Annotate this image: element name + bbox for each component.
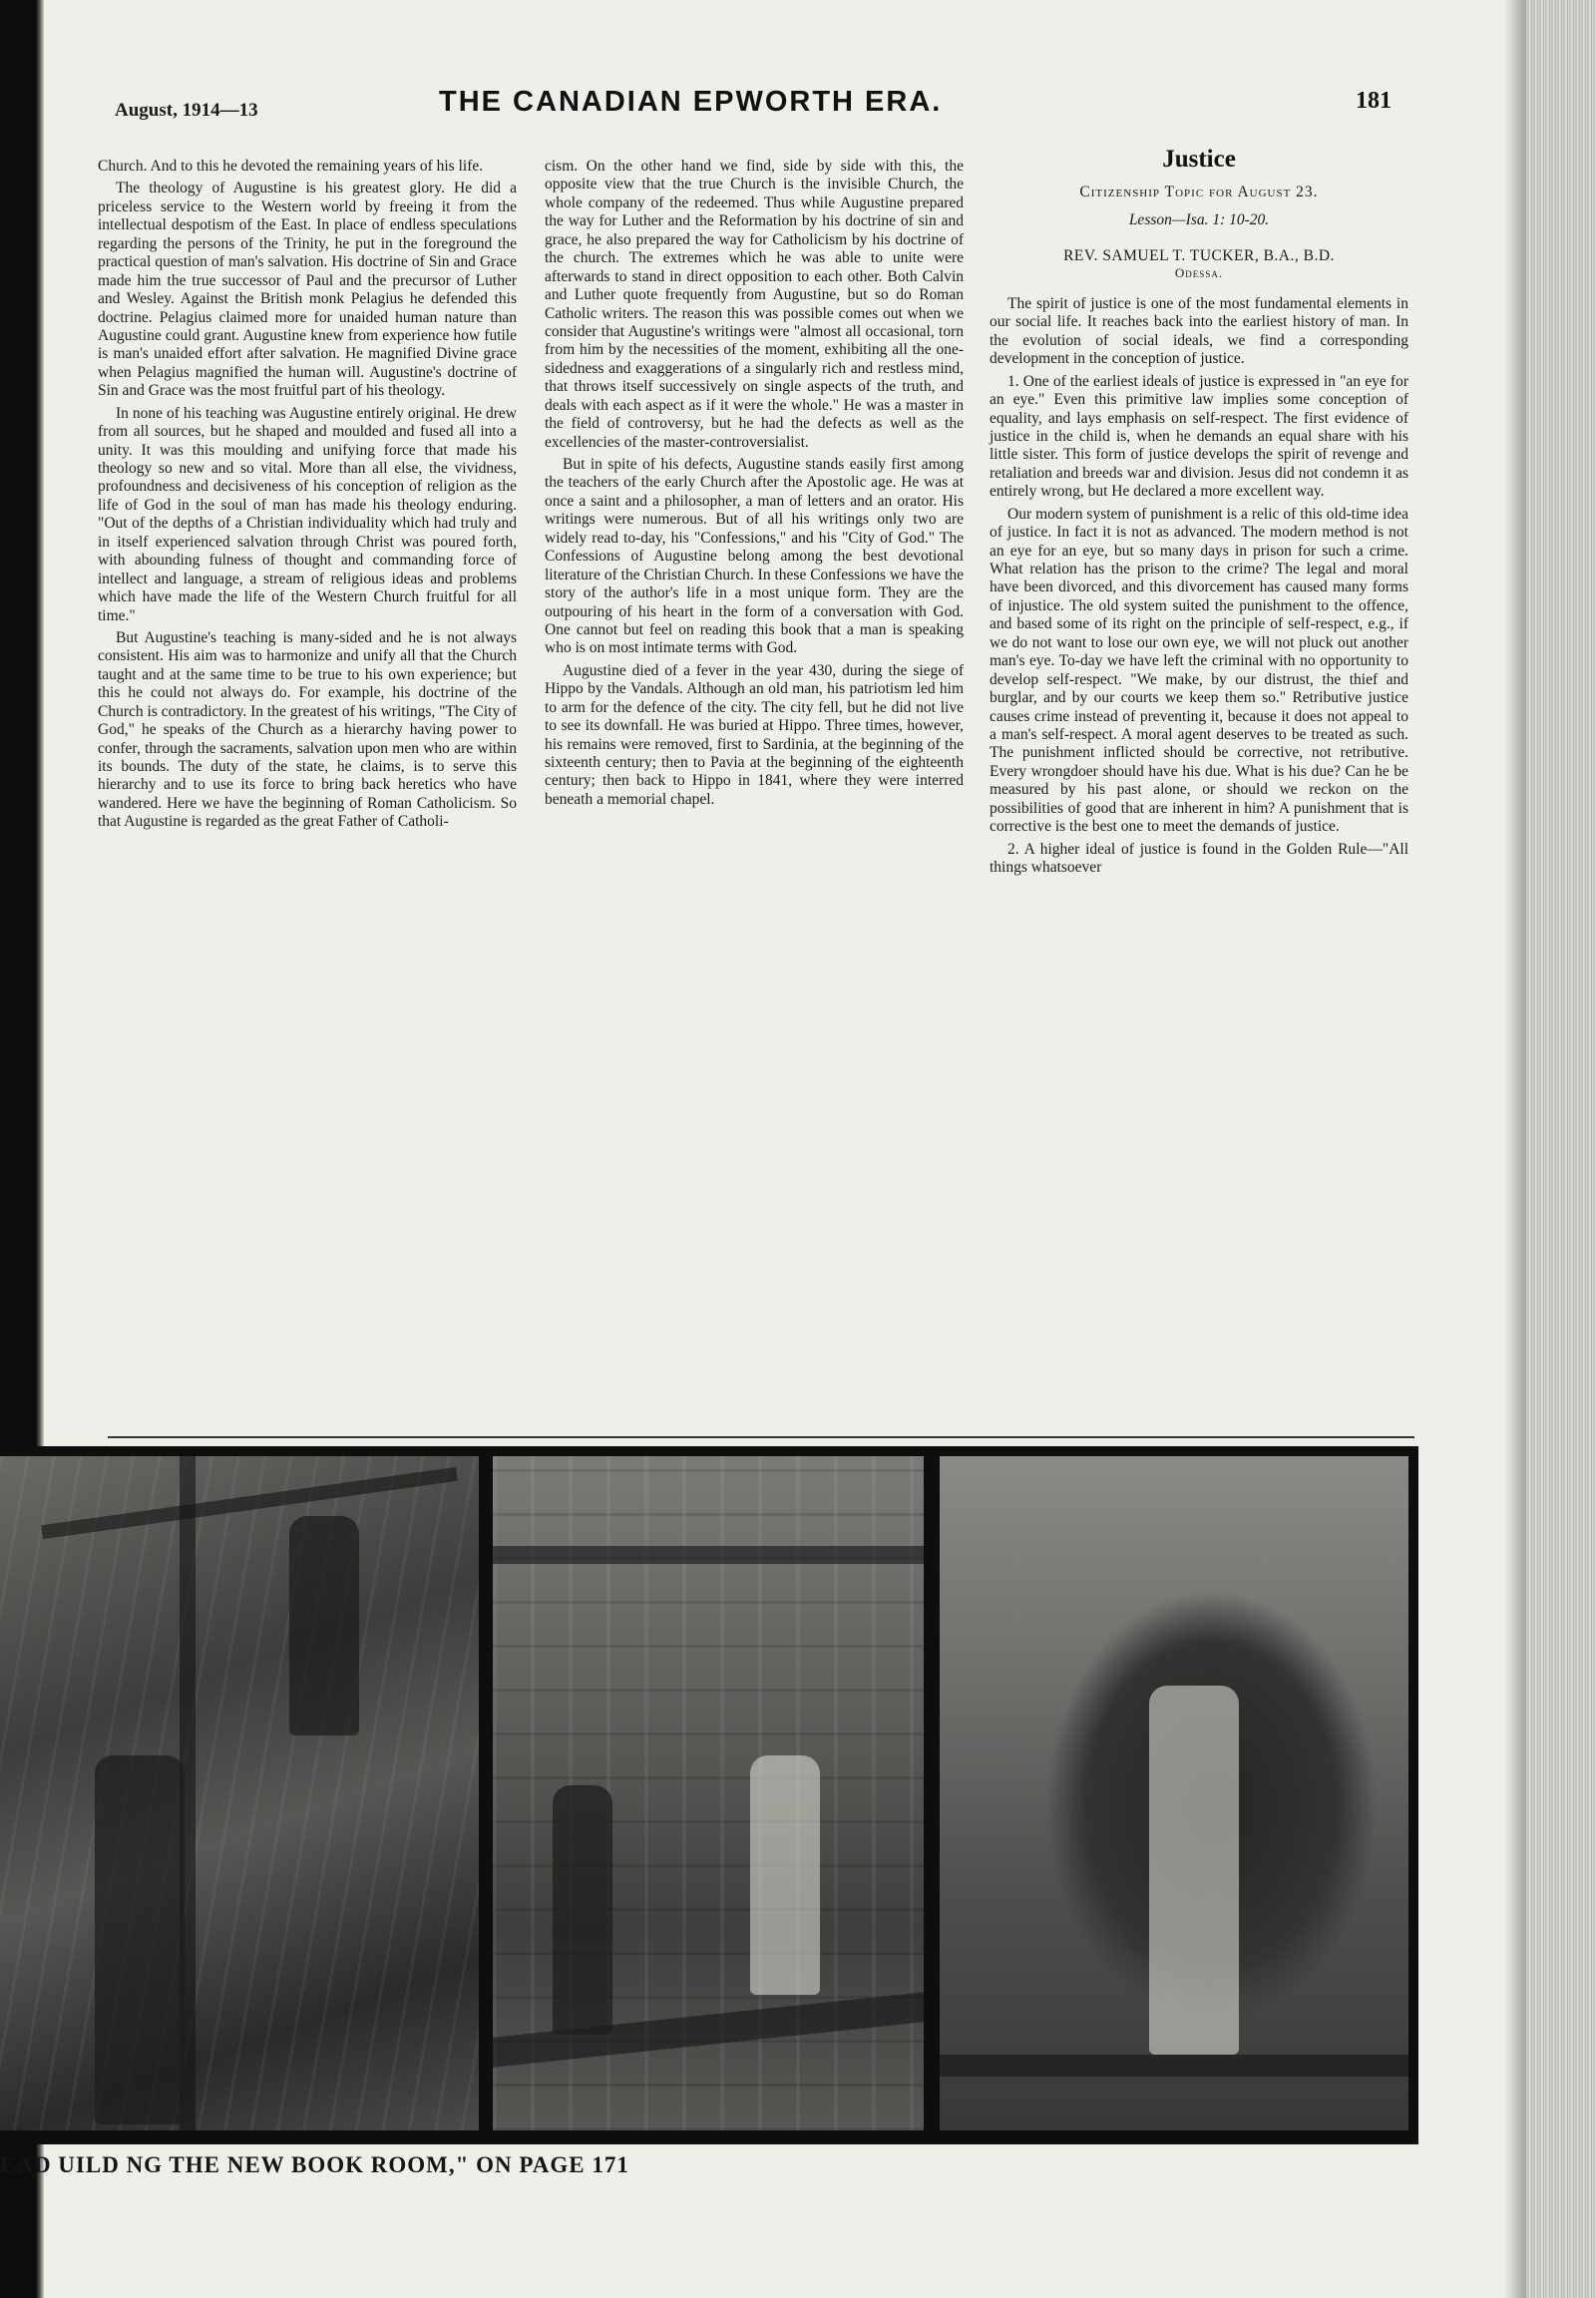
paragraph: But Augustine's teaching is many-sided and he is not always consistent. His aim was to harmonize and unify all that the Church taught and at the same time to be true to his own experience; but this he could not always do. For example, his doctrine of the Church is contradictory. In the greatest of his writings, "The City of God," he speaks of the Church as a hierarchy having power to confer, through the sacraments, salvation upon men who are within its bounds. The duty of the state, he claims, is to serve this hierarchy and to use its force to bring back heretics who have wandered. Here we have the beginning of Roman Catholicism. So that Augustine is regarded as the great Father of Catholi- xyxy=(98,628,517,831)
steel-beam xyxy=(41,1467,458,1539)
masthead: THE CANADIAN EPWORTH ERA. xyxy=(439,86,943,118)
paragraph: The theology of Augustine is his greatest glory. He did a priceless service to the Western world by freeing it from the intellectual despotism of the East. In place of endless speculations regarding the persons of the Trinity, he put in the foreground the practical question of man's salvation. His doctrine of Sin and Grace made him the true successor of Paul and the precursor of Luther and Wesley. Against the British monk Pelagius he defended this doctrine. Pelagius claimed more for unaided human nature than Augustine could grant. Augustine knew from experience how futile is man's unaided effort after salvation. He magnified Divine grace when Pelagius magnified the human will. Augustine's doctrine of Sin and Grace was the most fruitful part of his theology. xyxy=(98,180,517,400)
paragraph: In none of his teaching was Augustine entirely original. He drew from all sources, but he shaped and moulded and fused all into a unity. It was this moulding and unifying force that made his theology so new and so vital. More than all else, the vividness, profoundness and decisiveness of his conception of religion as the life of God in the soul of man has made his theology enduring. "Out of the depths of a Christian individuality which had truly and in itself experienced salvation through Christ was poured forth, with abounding fulness of thought and commanding force of intellect and language, a stream of religious ideas and problems which have made the life of the Western Church fruitful for all time." xyxy=(98,404,517,624)
article-author: REV. SAMUEL T. TUCKER, B.A., B.D. xyxy=(1063,247,1335,265)
paragraph: But in spite of his defects, Augustine stands easily first among the teachers of the early Church after the Apostolic age. He was at once a saint and a philosopher, a man of letters and an orator. His writings were numerous. But of all his writings only two are widely read to-day, his "Confessions," and his "City of God." The Confessions of Augustine belong among the best devotional literature of the Christian Church. In these Confessions we have the story of the author's life in a most unique form. They are the outpouring of his heart in the form of a conversation with God. One cannot but feel on reading this book that a man is speaking who is on most intimate terms with God. xyxy=(545,456,964,657)
steel-beam xyxy=(493,1546,924,1564)
man-standing-figure xyxy=(1149,1686,1239,2055)
running-header xyxy=(115,86,1392,126)
article-topic: Citizenship Topic for August 23. xyxy=(1079,184,1319,200)
worker-figure xyxy=(750,1755,820,1995)
paragraph: 1. One of the earliest ideals of justice is expressed in "an eye for an eye." Even this primitive law implies some conception of equality, and lays emphasis on self-respect. The first evidence of justice in the child is, when he demands an equal share with his little sister. This form of justice develops the spirit of revenge and retaliation and breeds war and division. Jesus did not condemn it as entirely wrong, but He declared a more excellent way. xyxy=(990,372,1408,501)
photo-caption: EAD UILD NG THE NEW BOOK ROOM," ON PAGE 171 xyxy=(0,2152,629,2177)
article-title: Justice xyxy=(1162,146,1236,173)
steel-girder xyxy=(940,2055,1408,2077)
photo-steel-frame xyxy=(493,1456,924,2130)
photo-boiler-drum xyxy=(940,1456,1408,2130)
paragraph: Our modern system of punishment is a relic of this old-time idea of justice. In fact it is not as advanced. The modern method is not an eye for an eye, but so many days in prison for such a crime. What relation has the prison to the crime? The legal and moral have been divorced, and this divorcement has caused many forms of injustice. The old system suited the punishment to the offence, and based some of its right on the principle of self-respect, e.g., if we do not want to lose our own eye, we will not pluck out another man's eye. To-day we have left the criminal with no opportunity to develop self-respect. "We make, by our distrust, the thief and burglar, and by our courts we keep them so." Retributive justice causes crime instead of preventing it, because it does not appeal to a man's self-respect. A moral agent deserves to be treated as such. The punishment inflicted should be corrective, not retributive. Every wrongdoer should have his due. What is his due? Can he be measured by his past alone, or should we reckon on the possibilities of good that are inherent in him? A punishment that is corrective is the best one to meet the demands of justice. xyxy=(990,505,1408,836)
column-justice xyxy=(990,146,1408,881)
column-augustine-1 xyxy=(98,158,517,836)
section-divider xyxy=(108,1436,1414,1438)
worker-figure xyxy=(289,1516,359,1735)
issue-date: August, 1914—13 xyxy=(115,100,258,121)
worker-figure xyxy=(95,1755,185,2124)
paragraph: 2. A higher ideal of justice is found in the Golden Rule—"All things whatsoever xyxy=(990,840,1408,877)
paragraph: cism. On the other hand we find, side by side with this, the opposite view that the true Church is the invisible Church, the whole company of the redeemed. Thus while Augustine prepared the way for Luther and the Reformation by his doctrine of sin and grace, he also prepared the way for Catholicism by his doctrine of the church. The extremes which he was able to unite were afterwards to stand in direct opposition to each other. Both Calvin and Luther quote frequently from Augustine, but so do Roman Catholic writers. The reason this was possible comes out when we consider that Augustine's writings were "almost all occasional, torn from him by the necessities of the moment, exhibiting all the one-sidedness and exaggerations of a singularly rich and restless mind, that throws itself successively on single aspects of the truth, and deals with each aspect as if it were the whole." He was a master in the field of controversy, but he had the defects as well as the excellencies of the master-controversialist. xyxy=(545,158,964,451)
column-augustine-2 xyxy=(545,158,964,813)
photo-construction-workers xyxy=(0,1456,479,2130)
article-place: Odessa. xyxy=(1174,265,1224,281)
article-lesson: Lesson—Isa. 1: 10-20. xyxy=(1128,211,1270,228)
page-edge-shadow xyxy=(1504,0,1526,2298)
paragraph: The spirit of justice is one of the most fundamental elements in our social life. It reaches back into the earliest history of man. In the evolution of social ideals, we find a corresponding development in the conception of justice. xyxy=(990,294,1408,368)
paragraph: Augustine died of a fever in the year 430, during the siege of Hippo by the Vandals. Although an old man, his patriotism led him to arm for the defence of the city. The city fell, but he did not live to see its downfall. He was buried at Hippo. Three times, however, his remains were removed, first to Sardinia, at the beginning of the sixteenth century; then to Pavia at the beginning of the eighteenth century; then back to Hippo in 1841, where they were interred beneath a memorial chapel. xyxy=(545,661,964,808)
photo-strip xyxy=(0,1446,1418,2144)
page-stack-edge xyxy=(1526,0,1596,2298)
page-number: 181 xyxy=(1356,88,1392,114)
paragraph: Church. And to this he devoted the remaining years of his life. xyxy=(98,158,484,175)
worker-figure xyxy=(553,1785,612,2035)
